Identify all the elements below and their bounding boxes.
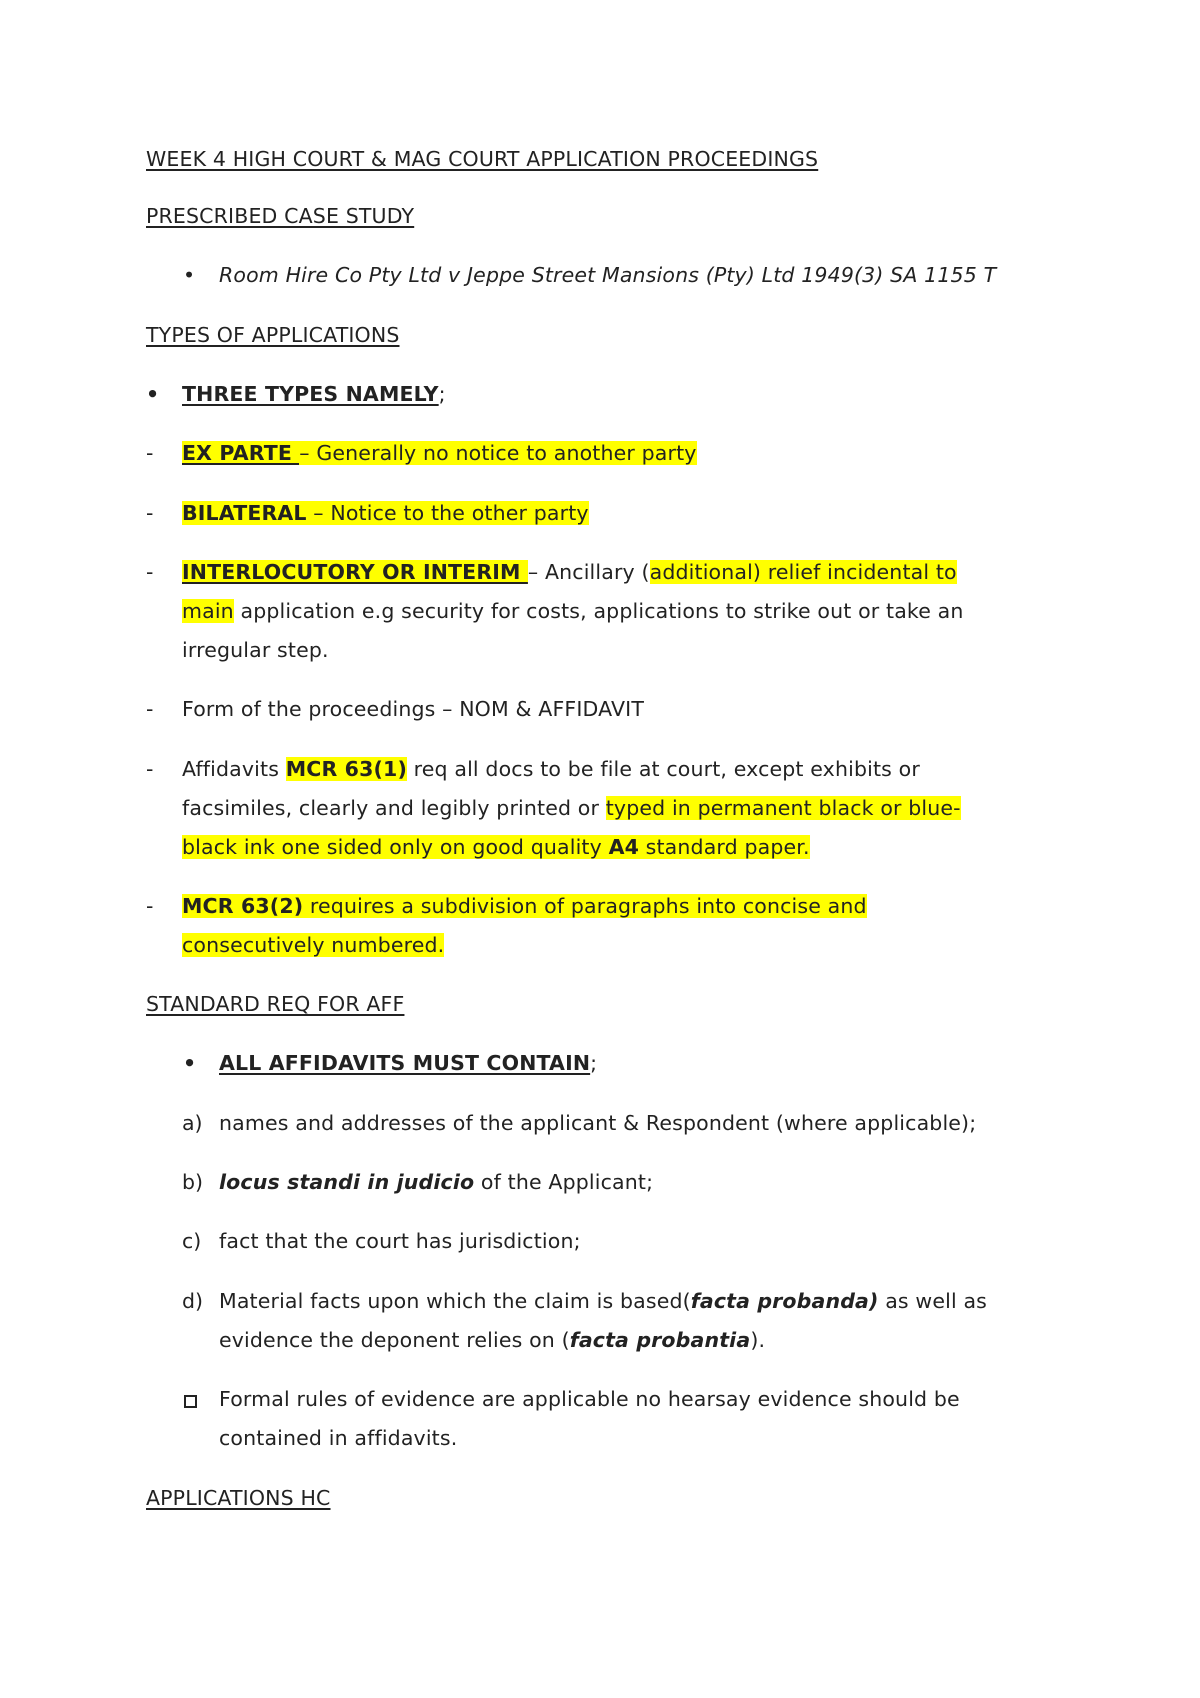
list-item-affidavits-line3 bbox=[182, 828, 810, 867]
list-item-d-line2 bbox=[219, 1321, 765, 1360]
list-item-interlocutory-line2 bbox=[182, 592, 964, 631]
term-text: – Ancillary ( bbox=[527, 560, 650, 584]
term-label: INTERLOCUTORY OR INTERIM bbox=[182, 560, 528, 584]
list-item-b bbox=[219, 1163, 653, 1202]
highlighted-text: main bbox=[182, 599, 234, 623]
list-item-d-line1 bbox=[219, 1282, 987, 1321]
list-marker: a) bbox=[182, 1111, 203, 1135]
highlighted-text: additional) relief incidental to bbox=[649, 560, 957, 584]
list-item-affidavits-line2 bbox=[182, 789, 961, 828]
dash-marker: - bbox=[146, 894, 154, 918]
list-item-mcr632-line1 bbox=[182, 887, 867, 926]
bullet-label: ALL AFFIDAVITS MUST CONTAIN bbox=[219, 1051, 591, 1075]
bullet-suffix: ; bbox=[438, 382, 446, 406]
list-item-ex-parte bbox=[182, 434, 697, 473]
highlighted-text: typed in permanent black or blue- bbox=[605, 796, 961, 820]
list-item-bilateral bbox=[182, 494, 589, 533]
latin-term: locus standi in judicio bbox=[219, 1170, 475, 1194]
body-text: facsimiles, clearly and legibly printed or bbox=[182, 796, 606, 820]
term-text: – Notice to the other party bbox=[306, 501, 589, 525]
body-text: of the Applicant; bbox=[474, 1170, 654, 1194]
checkbox-bullet-icon bbox=[184, 1395, 197, 1408]
highlighted-text: standard paper. bbox=[639, 835, 810, 859]
body-text: evidence the deponent relies on ( bbox=[219, 1328, 570, 1352]
list-item-mcr632-line2 bbox=[182, 926, 444, 965]
bullet-all-affidavits bbox=[219, 1044, 597, 1083]
list-item-c: fact that the court has jurisdiction; bbox=[219, 1229, 581, 1253]
term-label: EX PARTE bbox=[182, 441, 300, 465]
bullet-marker: • bbox=[146, 382, 160, 406]
dash-marker: - bbox=[146, 441, 154, 465]
bullet-marker: • bbox=[183, 263, 196, 287]
rule-reference: MCR 63(1) bbox=[285, 757, 407, 781]
note-line2: contained in affidavits. bbox=[219, 1426, 458, 1450]
section-heading-standard: STANDARD REQ FOR AFF bbox=[146, 992, 405, 1016]
body-text: as well as bbox=[878, 1289, 988, 1313]
body-text: application e.g security for costs, applications to strike out or take an bbox=[233, 599, 964, 623]
note-line1: Formal rules of evidence are applicable no hearsay evidence should be bbox=[219, 1387, 960, 1411]
bullet-label: THREE TYPES NAMELY bbox=[182, 382, 439, 406]
list-item-interlocutory-line1 bbox=[182, 553, 957, 592]
list-item-interlocutory-line3: irregular step. bbox=[182, 638, 329, 662]
dash-marker: - bbox=[146, 501, 154, 525]
list-marker: c) bbox=[182, 1229, 202, 1253]
list-item-affidavits-line1 bbox=[182, 750, 920, 789]
list-marker: b) bbox=[182, 1170, 204, 1194]
section-heading-prescribed: PRESCRIBED CASE STUDY bbox=[146, 204, 415, 228]
list-marker: d) bbox=[182, 1289, 204, 1313]
term-label: BILATERAL bbox=[182, 501, 307, 525]
bullet-marker: • bbox=[183, 1051, 197, 1075]
body-text: Material facts upon which the claim is based( bbox=[219, 1289, 691, 1313]
latin-term: facta probantia bbox=[569, 1328, 751, 1352]
highlighted-text: black ink one sided only on good quality bbox=[182, 835, 609, 859]
dash-marker: - bbox=[146, 560, 154, 584]
body-text: Affidavits bbox=[182, 757, 286, 781]
highlighted-text: requires a subdivision of paragraphs into concise and bbox=[303, 894, 867, 918]
term-text: – Generally no notice to another party bbox=[299, 441, 697, 465]
list-item-a: names and addresses of the applicant & Respondent (where applicable); bbox=[219, 1111, 977, 1135]
highlighted-text: consecutively numbered. bbox=[182, 933, 445, 957]
latin-term: facta probanda) bbox=[690, 1289, 879, 1313]
body-text: ). bbox=[750, 1328, 766, 1352]
section-heading-applications-hc: APPLICATIONS HC bbox=[146, 1486, 331, 1510]
dash-marker: - bbox=[146, 757, 154, 781]
section-heading-types: TYPES OF APPLICATIONS bbox=[146, 323, 400, 347]
list-item-form: Form of the proceedings – NOM & AFFIDAVIT bbox=[182, 697, 645, 721]
rule-reference: MCR 63(2) bbox=[182, 894, 304, 918]
page-title: WEEK 4 HIGH COURT & MAG COURT APPLICATION PROCEEDINGS bbox=[146, 147, 819, 171]
body-text: req all docs to be file at court, except exhibits or bbox=[406, 757, 920, 781]
bullet-three-types bbox=[182, 375, 446, 414]
highlighted-bold: A4 bbox=[608, 835, 639, 859]
dash-marker: - bbox=[146, 697, 154, 721]
bullet-suffix: ; bbox=[590, 1051, 598, 1075]
case-citation: Room Hire Co Pty Ltd v Jeppe Street Mansions (Pty) Ltd 1949(3) SA 1155 T bbox=[219, 263, 997, 287]
